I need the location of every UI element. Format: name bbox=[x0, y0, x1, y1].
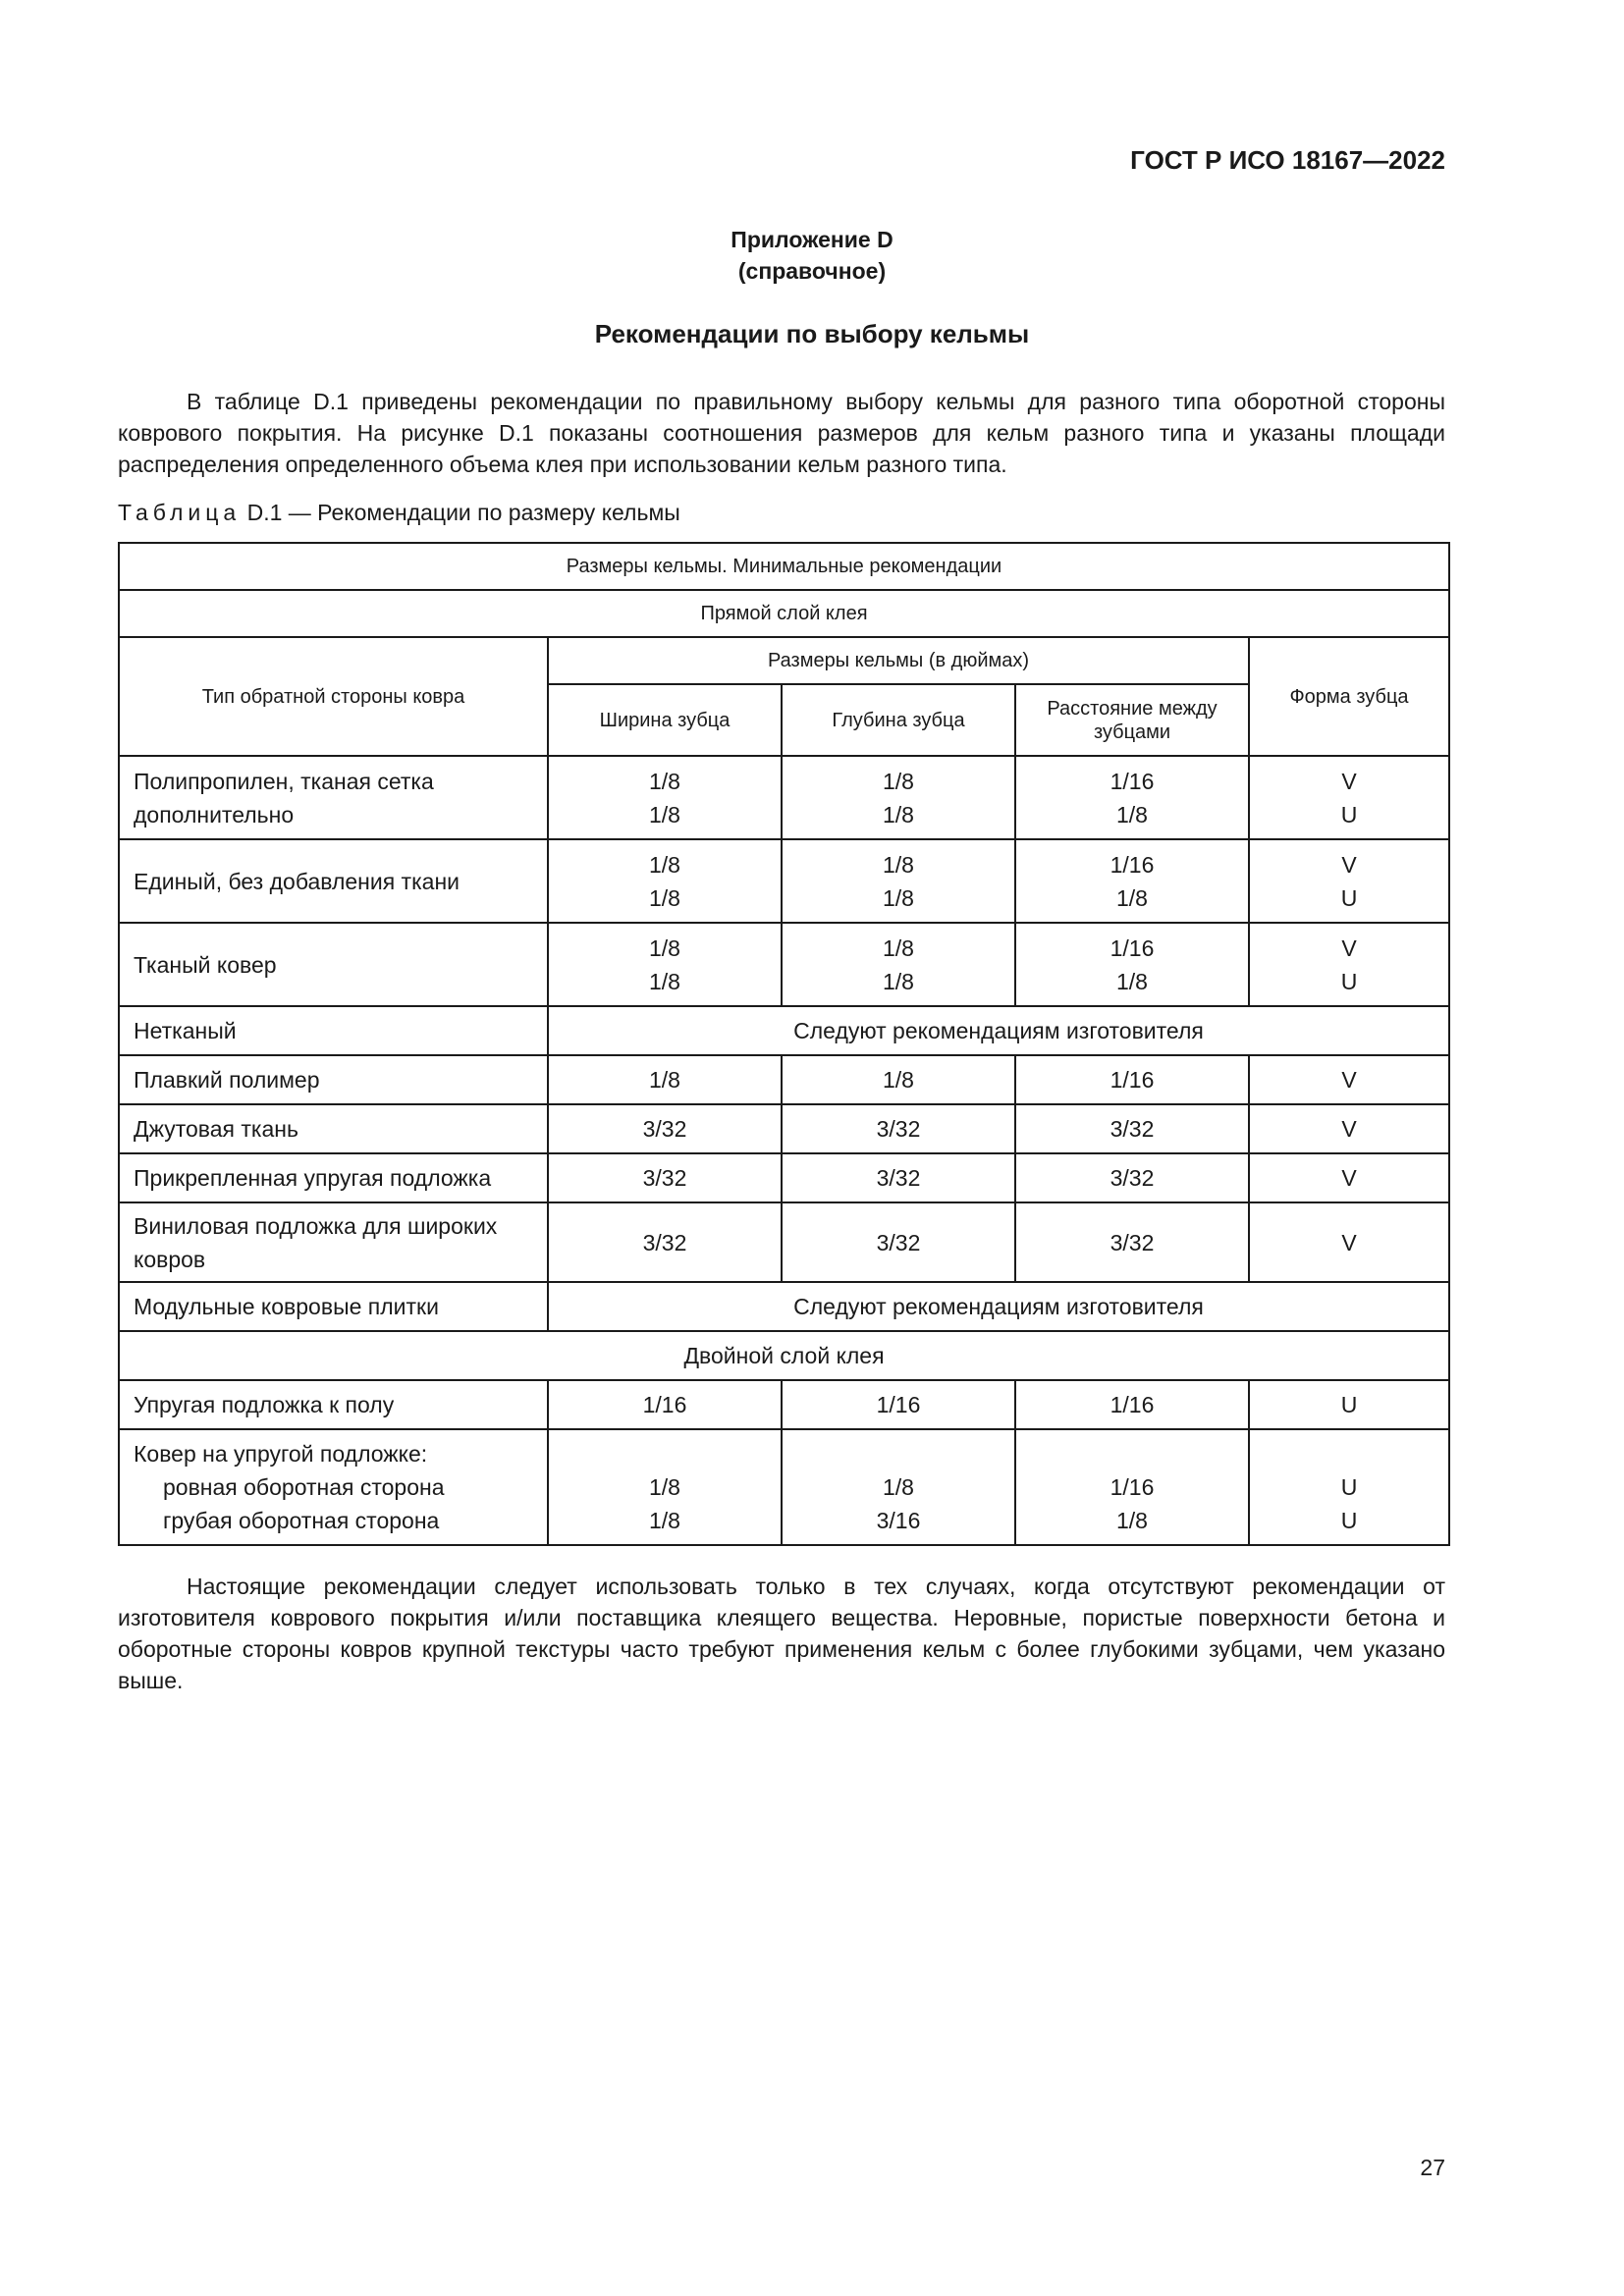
shape-cell: V U bbox=[1249, 839, 1449, 923]
spacing-cell: 1/16 bbox=[1015, 1380, 1249, 1429]
table-row bbox=[119, 1055, 1449, 1104]
closing-paragraph: Настоящие рекомендации следует использовать только в тех случаях, когда отсутствуют рекомендации от изготовителя коврового покрытия и/или поставщика клеящего вещества. Неровные, пористые поверхности бетона и оборотные стороны ковров крупной текстуры часто требуют применения кельм с более глубокими зубцами, чем указано выше. bbox=[118, 1574, 1445, 1693]
backing-type-cell: Тканый ковер bbox=[119, 923, 548, 1006]
spacing-cell: 1/16 bbox=[1015, 1055, 1249, 1104]
backing-type-cell: Ковер на упругой подложке: ровная оборотная сторона грубая оборотная сторона bbox=[119, 1429, 548, 1545]
section-title: Рекомендации по выбору кельмы bbox=[594, 319, 1030, 348]
section-direct-header: Прямой слой клея bbox=[119, 590, 1449, 637]
standard-id: ГОСТ Р ИСО 18167—2022 bbox=[1130, 145, 1445, 175]
col-header-notch-spacing: Расстояние между зубцами bbox=[1015, 684, 1249, 756]
table-caption-label: Таблица bbox=[118, 500, 242, 525]
shape-cell: U U bbox=[1249, 1429, 1449, 1545]
shape-cell: V bbox=[1249, 1104, 1449, 1153]
trowel-table bbox=[118, 542, 1450, 1546]
table-row bbox=[119, 923, 1449, 1006]
table-row bbox=[119, 1202, 1449, 1282]
spacing-cell: 3/32 bbox=[1015, 1153, 1249, 1202]
depth-cell: 1/8 1/8 bbox=[782, 839, 1015, 923]
intro-paragraph: В таблице D.1 приведены рекомендации по правильному выбору кельмы для разного типа оборотной стороны коврового покрытия. На рисунке D.1 показаны соотношения размеров для кельм разного типа и указаны площади распределения определенного объема клея при использовании кельм разного типа. bbox=[118, 389, 1445, 477]
width-cell: 3/32 bbox=[548, 1202, 782, 1282]
table-row bbox=[119, 1104, 1449, 1153]
backing-type-cell: Плавкий полимер bbox=[119, 1055, 548, 1104]
spacing-cell: 1/16 1/8 bbox=[1015, 839, 1249, 923]
width-cell: 1/8 1/8 bbox=[548, 1429, 782, 1545]
depth-cell: 1/8 1/8 bbox=[782, 923, 1015, 1006]
col-header-notch-depth: Глубина зубца bbox=[782, 684, 1015, 756]
width-cell: 3/32 bbox=[548, 1104, 782, 1153]
width-cell: 1/8 1/8 bbox=[548, 756, 782, 839]
col-header-notch-width: Ширина зубца bbox=[548, 684, 782, 756]
table-row bbox=[119, 1153, 1449, 1202]
col-header-notch-shape: Форма зубца bbox=[1249, 637, 1449, 756]
table-row bbox=[119, 756, 1449, 839]
spacing-cell: 1/16 1/8 bbox=[1015, 1429, 1249, 1545]
table-row bbox=[119, 1380, 1449, 1429]
annex-status: (справочное) bbox=[737, 258, 887, 284]
table-row bbox=[119, 1006, 1449, 1055]
table-title: Размеры кельмы. Минимальные рекомендации bbox=[119, 543, 1449, 590]
spacing-cell: 1/16 1/8 bbox=[1015, 923, 1249, 1006]
shape-cell: V U bbox=[1249, 756, 1449, 839]
depth-cell: 3/32 bbox=[782, 1202, 1015, 1282]
backing-type-cell: Единый, без добавления ткани bbox=[119, 839, 548, 923]
shape-cell: V bbox=[1249, 1202, 1449, 1282]
depth-cell: 1/8 1/8 bbox=[782, 756, 1015, 839]
backing-type-cell: Виниловая подложка для широких ковров bbox=[119, 1202, 548, 1282]
spacing-cell: 3/32 bbox=[1015, 1202, 1249, 1282]
col-header-backing-type: Тип обратной стороны ковра bbox=[119, 637, 548, 756]
table-row bbox=[119, 1429, 1449, 1545]
depth-cell: 3/32 bbox=[782, 1104, 1015, 1153]
shape-cell: U bbox=[1249, 1380, 1449, 1429]
shape-cell: V bbox=[1249, 1153, 1449, 1202]
table-row bbox=[119, 1282, 1449, 1331]
shape-cell: V bbox=[1249, 1055, 1449, 1104]
table-row bbox=[119, 839, 1449, 923]
width-cell: 3/32 bbox=[548, 1153, 782, 1202]
spacing-cell: 3/32 bbox=[1015, 1104, 1249, 1153]
backing-type-cell: Модульные ковровые плитки bbox=[119, 1282, 548, 1331]
width-cell: 1/8 1/8 bbox=[548, 839, 782, 923]
page-number: 27 bbox=[1420, 2155, 1445, 2180]
depth-cell: 1/8 3/16 bbox=[782, 1429, 1015, 1545]
backing-type-cell: Прикрепленная упругая подложка bbox=[119, 1153, 548, 1202]
col-header-trowel-sizes: Размеры кельмы (в дюймах) bbox=[548, 637, 1249, 684]
table-caption bbox=[118, 500, 680, 526]
backing-type-cell: Полипропилен, тканая сетка дополнительно bbox=[119, 756, 548, 839]
width-cell: 1/8 1/8 bbox=[548, 923, 782, 1006]
spacing-cell: 1/16 1/8 bbox=[1015, 756, 1249, 839]
depth-cell: 1/16 bbox=[782, 1380, 1015, 1429]
depth-cell: 1/8 bbox=[782, 1055, 1015, 1104]
annex-title: Приложение D bbox=[731, 227, 893, 252]
manufacturer-note-cell: Следуют рекомендациям изготовителя bbox=[548, 1006, 1449, 1055]
section-double-header: Двойной слой клея bbox=[119, 1331, 1449, 1380]
backing-type-cell: Нетканый bbox=[119, 1006, 548, 1055]
shape-cell: V U bbox=[1249, 923, 1449, 1006]
backing-type-cell: Джутовая ткань bbox=[119, 1104, 548, 1153]
table-caption-text: D.1 — Рекомендации по размеру кельмы bbox=[246, 500, 680, 525]
manufacturer-note-cell: Следуют рекомендациям изготовителя bbox=[548, 1282, 1449, 1331]
width-cell: 1/16 bbox=[548, 1380, 782, 1429]
backing-type-cell: Упругая подложка к полу bbox=[119, 1380, 548, 1429]
depth-cell: 3/32 bbox=[782, 1153, 1015, 1202]
width-cell: 1/8 bbox=[548, 1055, 782, 1104]
